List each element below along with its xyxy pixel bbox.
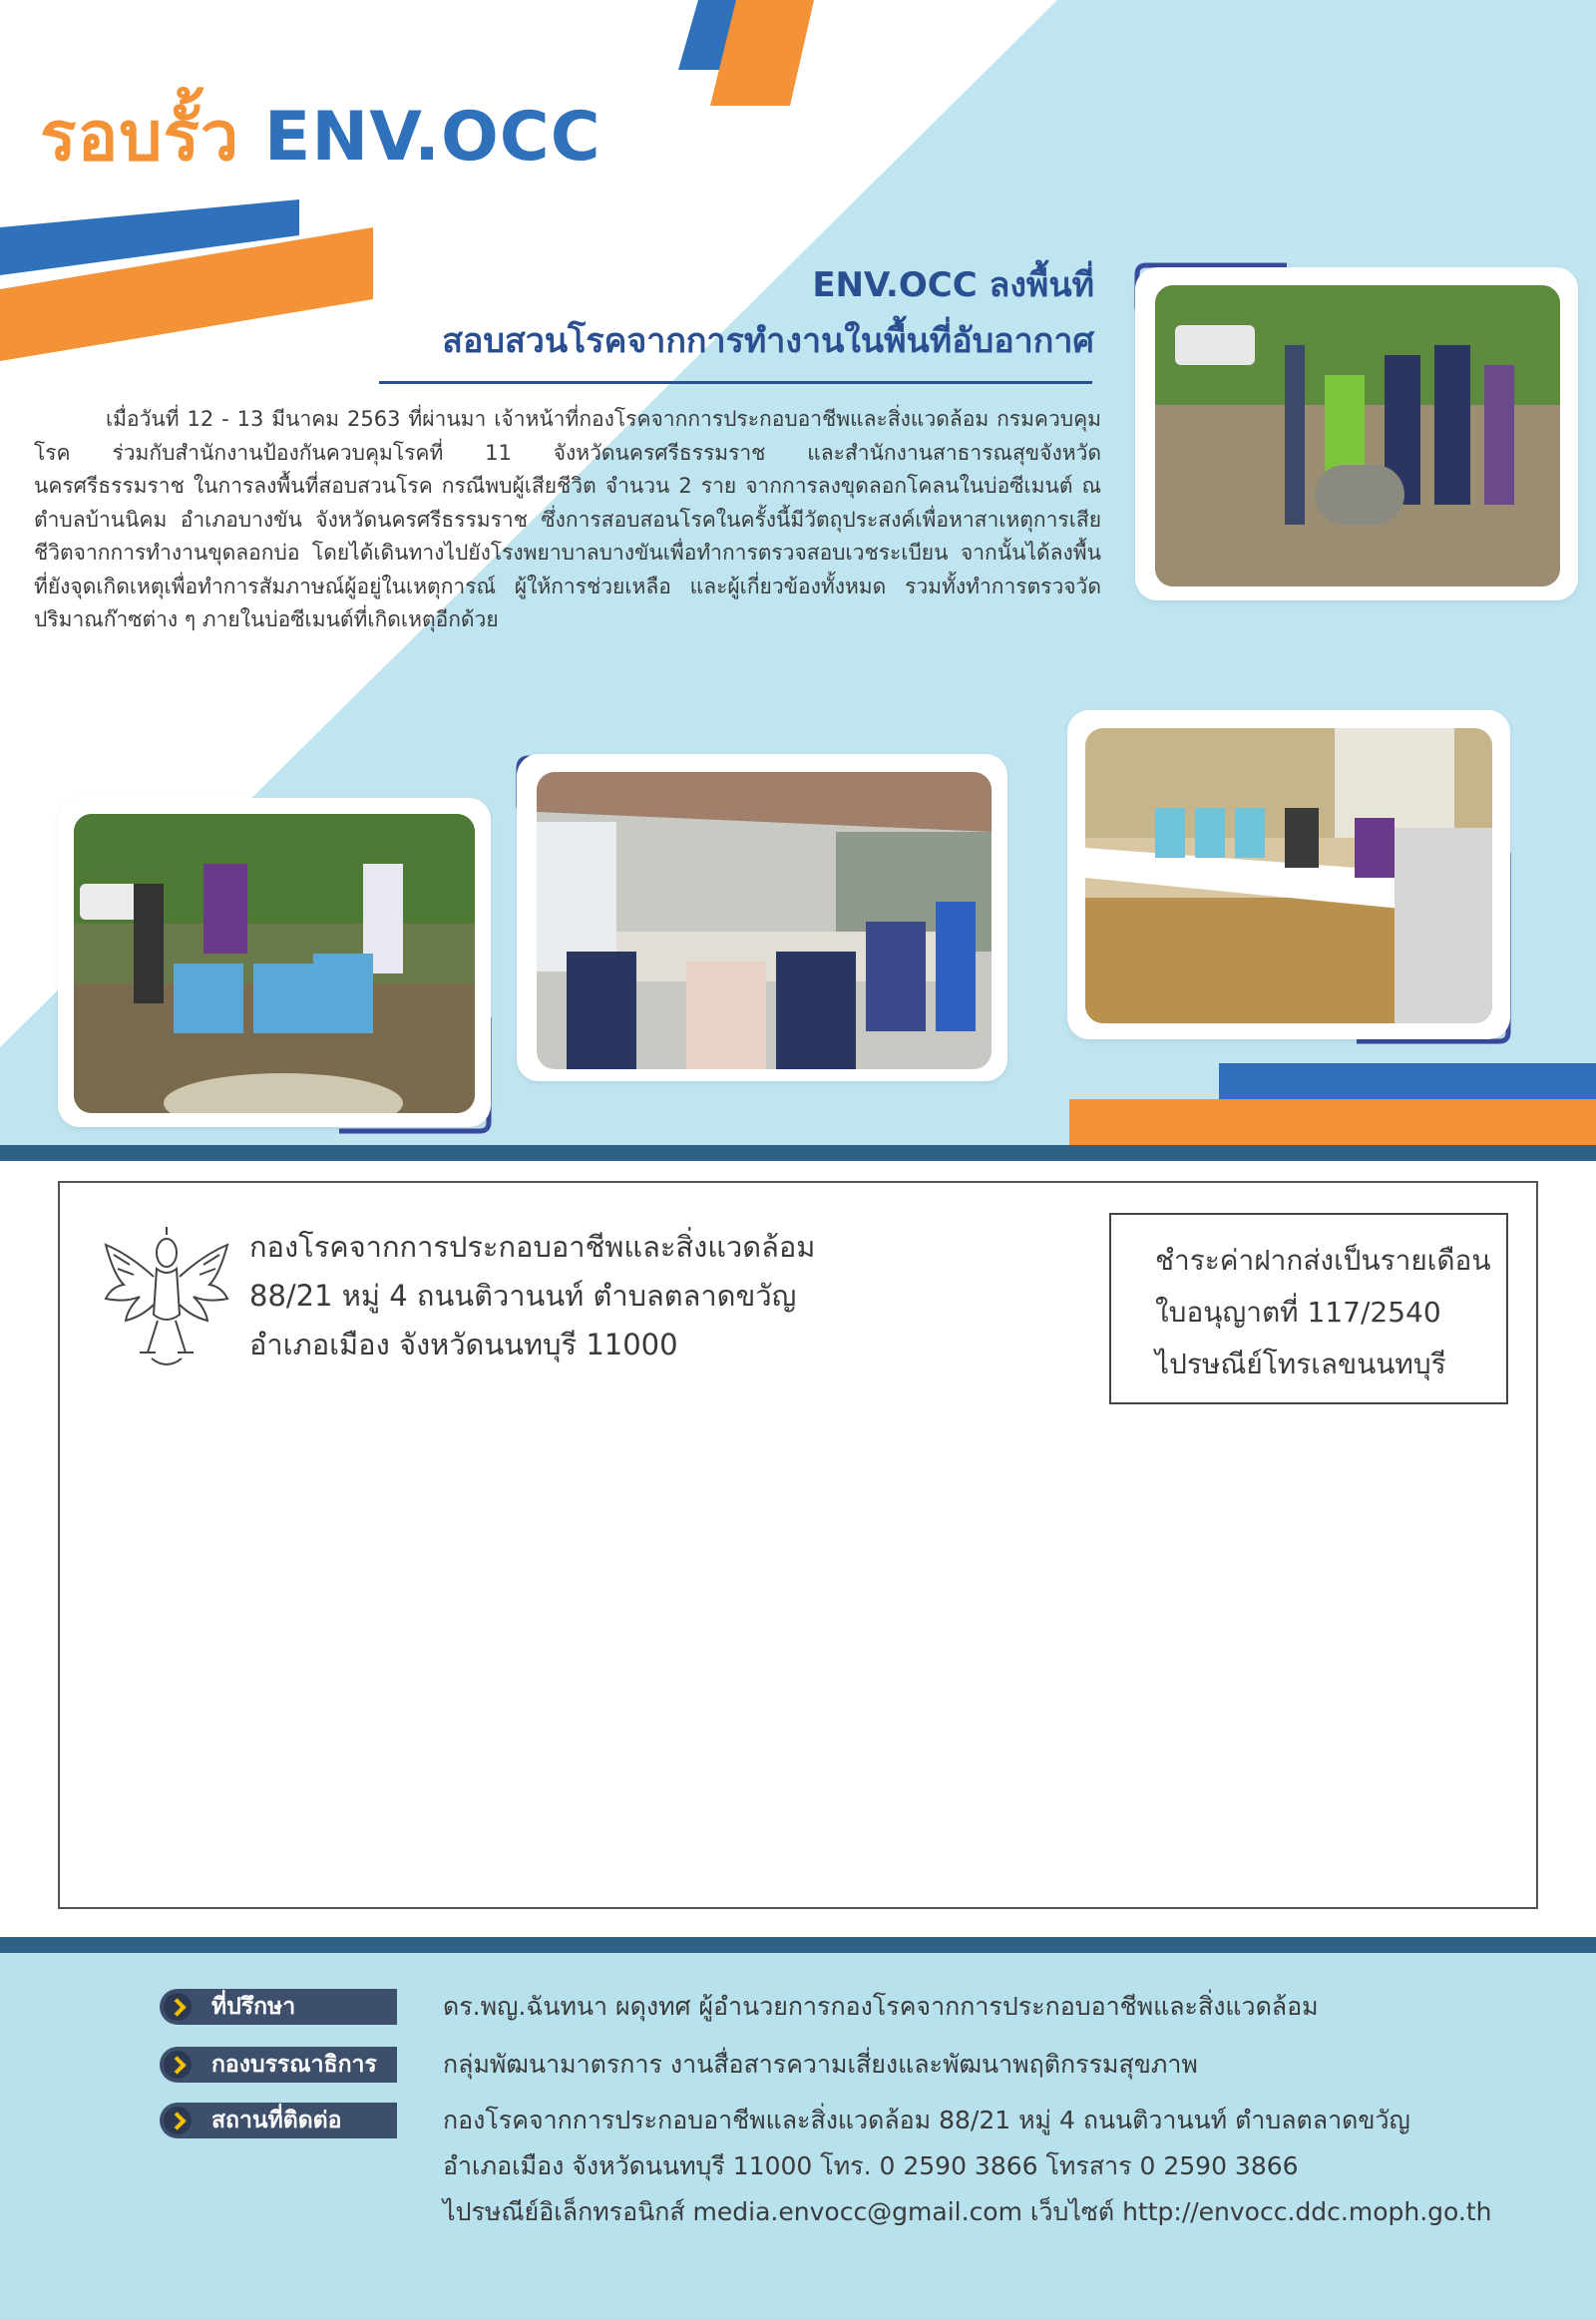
photo-field-team	[1155, 285, 1560, 586]
headline	[442, 257, 1094, 369]
postage-permit-box	[1109, 1213, 1508, 1404]
postage-line-3: ไปรษณีย์โทรเลขนนทบุรี	[1155, 1348, 1446, 1380]
photo-interview-shelter	[537, 772, 992, 1069]
photo-meeting-room	[1085, 728, 1492, 1023]
credits-footer	[0, 1953, 1596, 2319]
editor-label-text: กองบรรณาธิการ	[211, 2052, 377, 2078]
chevron-right-icon	[164, 2107, 192, 2134]
divider-band-bottom	[0, 1937, 1596, 1953]
chevron-right-icon	[164, 2051, 192, 2079]
sender-line-3: อำเภอเมือง จังหวัดนนทบุรี 11000	[249, 1328, 678, 1361]
sender-address	[249, 1223, 815, 1369]
mailing-address-box	[58, 1181, 1538, 1909]
brand-thai: รอบรั้ว	[40, 98, 240, 177]
contact-line-1: กองโรคจากการประกอบอาชีพและสิ่งแวดล้อม 88/21 หมู่ 4 ถนนติวานนท์ ตำบลตลาดขวัญ	[443, 2106, 1410, 2134]
headline-underline	[379, 381, 1092, 384]
editor-text: กลุ่มพัฒนามาตรการ งานสื่อสารความเสี่ยงและพัฒนาพฤติกรรมสุขภาพ	[443, 2050, 1198, 2079]
divider-band-top	[0, 1145, 1596, 1161]
advisor-label	[160, 1989, 397, 2025]
contact-line-2: อำเภอเมือง จังหวัดนนทบุรี 11000 โทร. 0 2590 3866 โทรสาร 0 2590 3866	[443, 2151, 1299, 2180]
contact-label	[160, 2103, 397, 2138]
photo-well-inspection	[74, 814, 475, 1113]
postage-line-2: ใบอนุญาตที่ 117/2540	[1155, 1296, 1441, 1329]
brand-eng: ENV.OCC	[263, 98, 601, 177]
postage-line-1: ชำระค่าฝากส่งเป็นรายเดือน	[1155, 1244, 1491, 1277]
advisor-text: ดร.พญ.ฉันทนา ผดุงทศ ผู้อำนวยการกองโรคจากการประกอบอาชีพและสิ่งแวดล้อม	[443, 1992, 1319, 2021]
article-body: เมื่อวันที่ 12 - 13 มีนาคม 2563 ที่ผ่านมา เจ้าหน้าที่กองโรคจากการประกอบอาชีพและสิ่งแวดล้อม กรมควบคุมโรค ร่วมกับสำนักงานป้องกันควบคุมโรคที่ 11 จังหวัดนครศรีธรรมราช และสำนักงานสาธารณสุขจังหวัดนครศรีธรรมราช ในการลงพื้นที่สอบสวนโรค กรณีพบผู้เสียชีวิต จำนวน 2 ราย จากการลงขุดลอกโคลนในบ่อซีเมนต์ ณ ตำบลบ้านนิคม อำเภอบางขัน จังหวัดนครศรีธรรมราช ซึ่งการสอบสอนโรคในครั้งนี้มีวัตถุประสงค์เพื่อหาสาเหตุการเสียชีวิตจากการทำงานขุดลอกบ่อ โดยได้เดินทางไปยังโรงพยาบาลบางขันเพื่อทำการตรวจสอบเวชระเบียน จากนั้นได้ลงพื้นที่ยังจุดเกิดเหตุเพื่อทำการสัมภาษณ์ผู้อยู่ในเหตุการณ์ ผู้ให้การช่วยเหลือ และผู้เกี่ยวข้องทั้งหมด รวมทั้งทำการตรวจวัดปริมาณก๊าซต่าง ๆ ภายในบ่อซีเมนต์ที่เกิดเหตุอีกด้วย	[34, 407, 1101, 631]
sender-line-1: กองโรคจากการประกอบอาชีพและสิ่งแวดล้อม	[249, 1230, 816, 1264]
brand-title	[40, 82, 601, 190]
advisor-label-text: ที่ปรึกษา	[211, 1994, 296, 2020]
contact-label-text: สถานที่ติดต่อ	[211, 2108, 342, 2133]
headline-line-1: ENV.OCC ลงพื้นที่	[812, 265, 1094, 305]
newsletter-top	[0, 0, 1596, 1145]
contact-line-3: ไปรษณีย์อิเล็กทรอนิกส์ media.envocc@gmail.com เว็บไซต์ http://envocc.ddc.moph.go.th	[443, 2197, 1492, 2226]
headline-line-2: สอบสวนโรคจากการทำงานในพื้นที่อับอากาศ	[442, 321, 1094, 361]
chevron-right-icon	[164, 1993, 192, 2021]
garuda-emblem-icon	[100, 1225, 233, 1374]
sender-line-2: 88/21 หมู่ 4 ถนนติวานนท์ ตำบลตลาดขวัญ	[249, 1279, 797, 1313]
editor-label	[160, 2047, 397, 2083]
